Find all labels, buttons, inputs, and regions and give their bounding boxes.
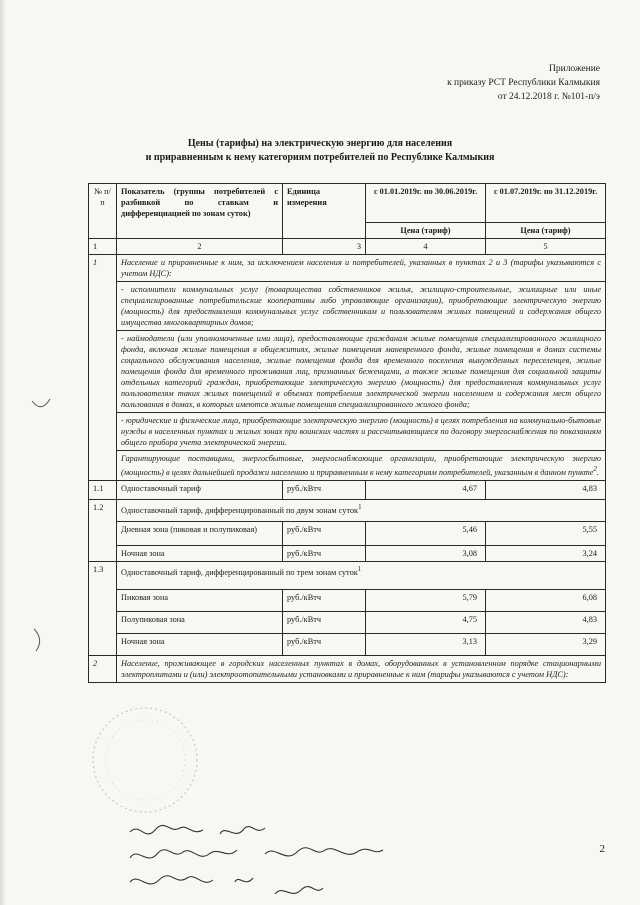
section2-text: Население, проживающее в городских населенных пунктах в домах, оборудованных в установленном порядке стационарными электроплитами и (или) электроотопительными установками и приравненные к ним (тарифы указываются с учетом НДС):	[117, 655, 606, 682]
header-price1: Цена (тариф)	[366, 223, 486, 239]
table-row	[89, 589, 606, 611]
row-value-2: 6,08	[486, 589, 606, 611]
row-unit: руб./кВтч	[283, 633, 366, 655]
row-unit: руб./кВтч	[283, 480, 366, 499]
table-row	[89, 521, 606, 545]
row-unit: руб./кВтч	[283, 589, 366, 611]
colnum-5: 5	[486, 239, 606, 255]
table-row	[89, 545, 606, 561]
appendix-line2: к приказу РСТ Республики Калмыкия	[447, 78, 600, 88]
stamp-impression	[85, 700, 205, 820]
group-row	[89, 282, 606, 331]
row-label: Одноставочный тариф, дифференцированный по трем зонам суток	[121, 567, 358, 577]
appendix-header	[447, 62, 600, 104]
table-header-row	[89, 184, 606, 223]
row-num: 1.1	[89, 480, 117, 499]
group-text-3: - юридические и физические лица, приобретающие электрическую энергию (мощность) в целях потребления на коммунально-бытовые нужды в населенных пунктах и жилых зонах при воинских частях и рассчитывающиеся по договору энергоснабжения по показаниям общего прибора учета электрической энергии.	[117, 413, 606, 451]
footnote-mark: 1	[357, 565, 362, 573]
column-number-row	[89, 239, 606, 255]
colnum-4: 4	[366, 239, 486, 255]
header-period1: с 01.01.2019г. по 30.06.2019г.	[366, 184, 486, 223]
row-label-cell	[117, 499, 606, 521]
document-title	[0, 137, 640, 165]
row-num: 1.2	[89, 499, 117, 561]
title-line1: Цены (тарифы) на электрическую энергию для населения	[187, 138, 453, 149]
section2-row	[89, 655, 606, 682]
header-indicator: Показатель (группы потребителей с разбивкой по ставкам и дифференциацией по зонам суток)	[117, 184, 283, 239]
row-label: Полупиковая зона	[117, 611, 283, 633]
handwritten-signature	[125, 820, 425, 900]
row-unit: руб./кВтч	[283, 611, 366, 633]
appendix-line3: от 24.12.2018 г. №101-п/э	[497, 92, 600, 102]
table-row	[89, 480, 606, 499]
group-text-2: - наймодатели (или уполномоченные ими лица), предоставляющие гражданам жилые помещения специализированного жилищного фонда, включая жилые помещения в общежитиях, жилые помещения маневренного фонда, жилые помещения в домах системы социального обслуживания населения, жилые помещения фонда для временного поселения вынужденных переселенцев, жилые помещения фонда для временного проживания лиц, признанных беженцами, а также жилые помещения для социальной защиты отдельных категорий граждан, приобретающие электрическую энергию (мощность) для предоставления коммунальных услуг пользователям таких жилых помещений в объемах потребления электрической энергии населением и содержания мест общего пользования в домах, в которых имеются жилые помещения специализированного жилого фонда;	[117, 331, 606, 413]
footnote-mark: 1	[358, 503, 362, 511]
section1-text: Население и приравненные к ним, за исключением населения и потребителей, указанных в пунктах 2 и 3 (тарифы указываются с учетом НДС):	[117, 255, 606, 282]
row-value-2: 3,24	[486, 545, 606, 561]
colnum-2: 2	[117, 239, 283, 255]
page-number: 2	[599, 843, 605, 855]
row-value-1: 3,08	[366, 545, 486, 561]
colnum-3: 3	[283, 239, 366, 255]
row-value-2: 4,83	[486, 480, 606, 499]
row-unit: руб./кВтч	[283, 521, 366, 545]
row-value-1: 5,79	[366, 589, 486, 611]
group-text-1: - исполнители коммунальных услуг (товарищества собственников жилья, жилищно-строительные, жилищные или иные специализированные потребительские кооперативы либо управляющие организации), приобретающие электрическую энергию (мощность) для предоставления коммунальных услуг собственникам и пользователям жилых помещений и содержания общего имущества многоквартирных домов;	[117, 282, 606, 331]
group-row	[89, 451, 606, 481]
row-value-1: 4,67	[366, 480, 486, 499]
row-label: Одноставочный тариф, дифференцированный по двум зонам суток	[121, 505, 359, 515]
table-row	[89, 561, 606, 589]
section1-row	[89, 255, 606, 282]
row-label: Ночная зона	[117, 633, 283, 655]
row-value-2: 3,29	[486, 633, 606, 655]
header-unit: Единица измерения	[283, 184, 366, 239]
appendix-line1: Приложение	[549, 64, 600, 74]
tariff-table	[88, 183, 606, 683]
row-label: Пиковая зона	[117, 589, 283, 611]
row-value-1: 5,46	[366, 521, 486, 545]
margin-mark	[30, 395, 52, 415]
row-num: 1.3	[89, 561, 117, 655]
section2-num: 2	[89, 655, 117, 682]
scan-edge	[0, 0, 6, 905]
header-num: № п/п	[89, 184, 117, 239]
row-value-1: 3,13	[366, 633, 486, 655]
header-price2: Цена (тариф)	[486, 223, 606, 239]
row-label: Ночная зона	[117, 545, 283, 561]
table-row	[89, 499, 606, 521]
title-line2: и приравненным к нему категориям потребителей по Республике Калмыкия	[145, 152, 495, 163]
margin-mark	[30, 625, 50, 655]
section1-num: 1	[89, 255, 117, 481]
colnum-1: 1	[89, 239, 117, 255]
row-value-2: 5,55	[486, 521, 606, 545]
row-value-2: 4,83	[486, 611, 606, 633]
header-period2: с 01.07.2019г. по 31.12.2019г.	[486, 184, 606, 223]
group-cell-4: Гарантирующие поставщики, энергосбытовые, энергоснабжающие организации, приобретающие электрическую энергию (мощность) в целях дальнейшей продажи населению и приравненным к нему категориям потребителей, указанным в данном пункте$^2$.	[117, 451, 606, 481]
table-row	[89, 633, 606, 655]
row-label: Одноставочный тариф	[117, 480, 283, 499]
group-row	[89, 413, 606, 451]
row-label-cell	[117, 561, 606, 589]
group-text-4: Гарантирующие поставщики, энергосбытовые, энергоснабжающие организации, приобретающие электрическую энергию (мощность) в целях дальнейшей продажи населению и приравненным к нему категориям потребителей, указанным в данном пункте	[121, 454, 601, 477]
row-value-1: 4,75	[366, 611, 486, 633]
table-row	[89, 611, 606, 633]
footnote-mark: 2	[593, 466, 597, 473]
row-label: Дневная зона (пиковая и полупиковая)	[117, 521, 283, 545]
group-row	[89, 331, 606, 413]
row-unit: руб./кВтч	[283, 545, 366, 561]
